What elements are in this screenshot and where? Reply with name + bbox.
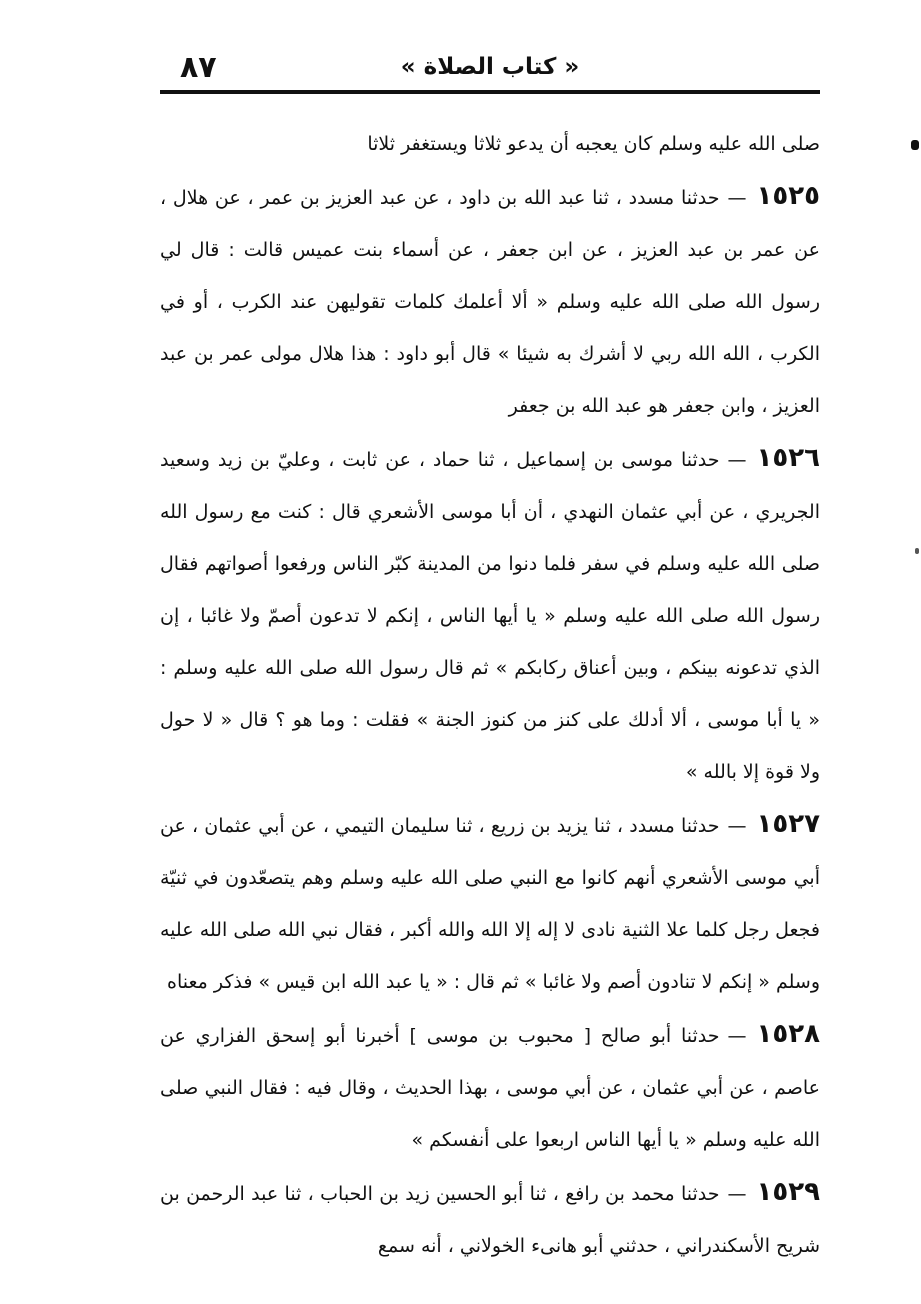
hadith-number: ١٥٢٦ [756, 443, 820, 473]
hadith-text: حدثنا مسدد ، ثنا يزيد بن زريع ، ثنا سليمان التيمي ، عن أبي عثمان ، عن أبي موسى الأشعري أنهم كانوا مع النبي صلى الله عليه وسلم وهم يتصعّدون في ثنيّة فجعل رجل كلما علا الثنية نادى لا إله إلا الله والله أكبر ، فقال نبي الله صلى الله عليه وسلم « إنكم لا تنادون أصم ولا غائبا » ثم قال : « يا عبد الله ابن قيس » فذكر معناه [160, 815, 820, 993]
page-header [160, 44, 820, 94]
header-rule [160, 90, 820, 94]
margin-ink-mark [911, 140, 919, 150]
hadith-number: ١٥٢٧ [756, 809, 820, 839]
em-dash: — [727, 187, 747, 209]
hadith-text: حدثنا موسى بن إسماعيل ، ثنا حماد ، عن ثابت ، وعليّ بن زيد وسعيد الجريري ، عن أبي عثمان النهدي ، أن أبا موسى الأشعري قال : كنت مع رسول الله صلى الله عليه وسلم في سفر فلما دنوا من المدينة كبّر الناس ورفعوا أصواتهم فقال رسول الله صلى الله عليه وسلم « يا أيها الناس ، إنكم لا تدعون أصمّ ولا غائبا ، إن الذي تدعونه بينكم ، وبين أعناق ركابكم » ثم قال رسول الله صلى الله عليه وسلم : « يا أبا موسى ، ألا أدلك على كنز من كنوز الجنة » فقلت : وما هو ؟ قال « لا حول ولا قوة إلا بالله » [160, 449, 820, 783]
em-dash: — [727, 1025, 747, 1047]
em-dash: — [727, 815, 747, 837]
hadith-1526 [160, 432, 820, 798]
hadith-text: حدثنا أبو صالح [ محبوب بن موسى ] أخبرنا أبو إسحق الفزاري عن عاصم ، عن أبي عثمان ، عن أبي موسى ، بهذا الحديث ، وقال فيه : فقال النبي صلى الله عليه وسلم « يا أيها الناس اربعوا على أنفسكم » [160, 1025, 820, 1151]
hadith-number: ١٥٢٨ [756, 1019, 820, 1049]
hadith-1529 [160, 1166, 820, 1272]
hadith-number: ١٥٢٥ [756, 181, 820, 211]
hadith-1528 [160, 1008, 820, 1166]
body-text [160, 118, 820, 1272]
hadith-1525 [160, 170, 820, 432]
continuation-paragraph [160, 118, 820, 170]
hadith-1527 [160, 798, 820, 1008]
running-head: « كتاب الصلاة » [400, 54, 580, 80]
paragraph-text: صلى الله عليه وسلم كان يعجبه أن يدعو ثلاثا ويستغفر ثلاثا [367, 133, 820, 155]
em-dash: — [727, 1183, 747, 1205]
hadith-number: ١٥٢٩ [756, 1177, 820, 1207]
margin-ink-speck [915, 548, 919, 554]
hadith-text: حدثنا محمد بن رافع ، ثنا أبو الحسين زيد بن الحباب ، ثنا عبد الرحمن بن شريح الأسكندراني ، حدثني أبو هانىء الخولاني ، أنه سمع [160, 1183, 820, 1257]
em-dash: — [727, 449, 747, 471]
page-number: ٨٧ [180, 50, 217, 85]
hadith-text: حدثنا مسدد ، ثنا عبد الله بن داود ، عن عبد العزيز بن عمر ، عن هلال ، عن عمر بن عبد العزيز ، عن ابن جعفر ، عن أسماء بنت عميس قالت : قال لي رسول الله صلى الله عليه وسلم « ألا أعلمك كلمات تقوليهن عند الكرب ، أو في الكرب ، الله الله ربي لا أشرك به شيئا » قال أبو داود : هذا هلال مولى عمر بن عبد العزيز ، وابن جعفر هو عبد الله بن جعفر [160, 187, 820, 417]
